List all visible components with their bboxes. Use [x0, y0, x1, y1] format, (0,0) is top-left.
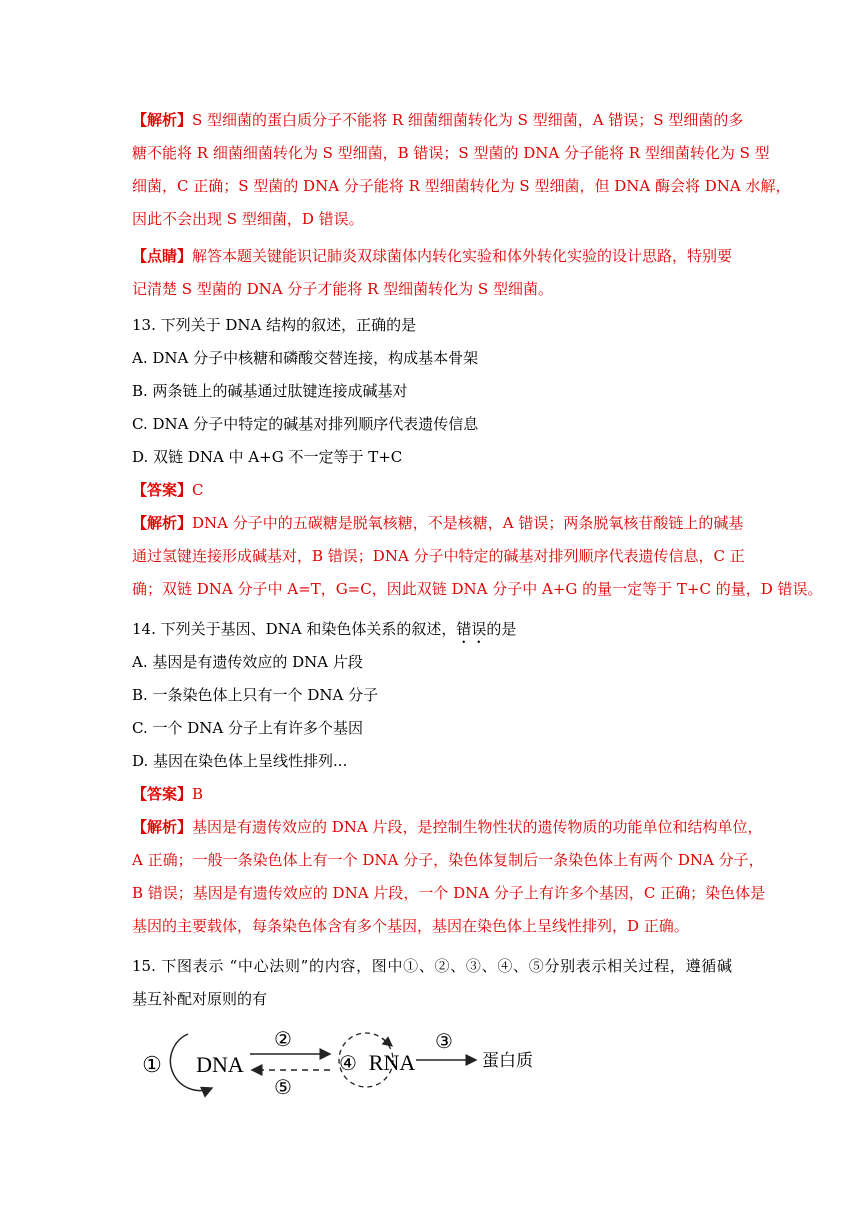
option-c: C. 一个 DNA 分子上有许多个基因 [132, 719, 363, 737]
option-d: D. 基因在染色体上呈线性排列... [132, 752, 348, 770]
comment-line: 记清楚 S 型菌的 DNA 分子才能将 R 型细菌转化为 S 型细菌。 [132, 280, 553, 298]
stem-text: 的是 [486, 620, 517, 638]
analysis-line: A 正确；一般一条染色体上有一个 DNA 分子，染色体复制后一条染色体上有两个 DNA 分子， [132, 851, 764, 869]
process-4-label: ④ [339, 1053, 357, 1075]
process-3-label: ③ [435, 1031, 453, 1053]
comment-q12 [132, 240, 732, 306]
stem-text: 14. 下列关于基因、DNA 和染色体关系的叙述， [132, 620, 457, 638]
analysis-q12 [132, 104, 791, 236]
answer-line [132, 474, 732, 507]
option-b: B. 一条染色体上只有一个 DNA 分子 [132, 686, 379, 704]
process-5-label: ⑤ [274, 1077, 292, 1099]
answer-value: C [192, 481, 204, 499]
comment-text: 解答本题关键能识记肺炎双球菌体内转化实验和体外转化实验的设计思路，特别要 [192, 247, 733, 265]
comment-line [132, 240, 732, 273]
option-c: C. DNA 分子中特定的碱基对排列顺序代表遗传信息 [132, 415, 479, 433]
analysis-line: 糖不能将 R 细菌细菌转化为 S 型细菌，B 错误；S 型菌的 DNA 分子能将 R 型细菌转化为 S 型 [132, 144, 770, 162]
rna-replication-arrow [382, 1038, 392, 1046]
analysis-tag: 【解析】 [132, 514, 193, 532]
analysis-text: 基因是有遗传效应的 DNA 片段，是控制生物性状的遗传物质的功能单位和结构单位， [192, 818, 763, 836]
question-stem: 15. 下图表示 “中心法则”的内容，图中①、②、③、④、⑤分别表示相关过程，遵循碱 [132, 957, 732, 975]
dna-label: DNA [196, 1052, 244, 1077]
question-stem [132, 613, 732, 646]
analysis-line: B 错误；基因是有遗传效应的 DNA 片段，一个 DNA 分子上有许多个基因，C 正确；染色体是 [132, 884, 766, 902]
question-14 [132, 613, 766, 943]
protein-label: 蛋白质 [482, 1051, 533, 1070]
analysis-tag: 【解析】 [132, 818, 193, 836]
process-1-label: ① [142, 1052, 162, 1077]
central-dogma-diagram [130, 1022, 560, 1102]
question-13 [132, 309, 823, 606]
answer-tag: 【答案】 [132, 785, 193, 803]
analysis-line [132, 507, 744, 540]
answer-line [132, 778, 732, 811]
option-d: D. 双链 DNA 中 A+G 不一定等于 T+C [132, 448, 403, 466]
analysis-line [132, 811, 763, 844]
analysis-line [132, 104, 744, 137]
analysis-text: S 型细菌的蛋白质分子不能将 R 细菌细菌转化为 S 型细菌，A 错误；S 型细菌的多 [192, 111, 744, 129]
option-b: B. 两条链上的碱基通过肽键连接成碱基对 [132, 382, 408, 400]
comment-tag: 【点睛】 [132, 247, 193, 265]
rna-label: RNA [368, 1050, 416, 1075]
analysis-line: 细菌，C 正确；S 型菌的 DNA 分子能将 R 型细菌转化为 S 型细菌，但 DNA 酶会将 DNA 水解， [132, 177, 791, 195]
answer-tag: 【答案】 [132, 481, 193, 499]
analysis-text: DNA 分子中的五碳糖是脱氧核糖，不是核糖，A 错误；两条脱氧核苷酸链上的碱基 [192, 514, 744, 532]
answer-value: B [192, 785, 204, 803]
process-2-label: ② [274, 1029, 292, 1051]
emphasized-word: 错误 [456, 620, 487, 638]
question-stem: 基互补配对原则的有 [132, 990, 268, 1008]
option-a: A. 基因是有遗传效应的 DNA 片段 [132, 653, 363, 671]
analysis-line: 确；双链 DNA 分子中 A=T，G=C，因此双链 DNA 分子中 A+G 的量一定等于 T+C 的量，D 错误。 [132, 580, 823, 598]
analysis-tag: 【解析】 [132, 111, 193, 129]
analysis-line: 因此不会出现 S 型细菌，D 错误。 [132, 210, 364, 228]
question-15 [132, 950, 732, 1016]
option-a: A. DNA 分子中核糖和磷酸交替连接，构成基本骨架 [132, 349, 479, 367]
analysis-line: 基因的主要载体，每条染色体含有多个基因，基因在染色体上呈线性排列，D 正确。 [132, 917, 689, 935]
question-stem: 13. 下列关于 DNA 结构的叙述，正确的是 [132, 316, 417, 334]
analysis-line: 通过氢键连接形成碱基对，B 错误；DNA 分子中特定的碱基对排列顺序代表遗传信息，C 正 [132, 547, 745, 565]
